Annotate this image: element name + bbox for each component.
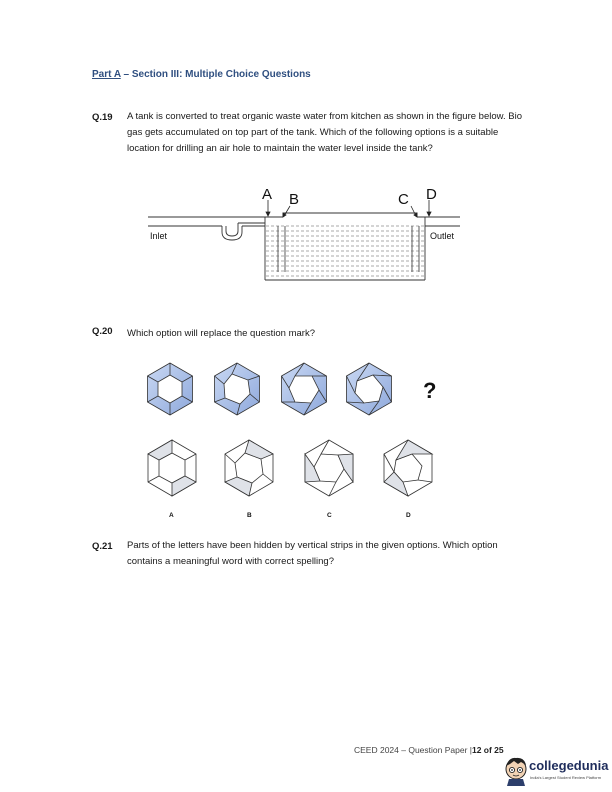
q20-number: Q.20 — [92, 326, 113, 337]
q19-tank-diagram — [140, 180, 470, 290]
q21-number: Q.21 — [92, 541, 113, 552]
option-a-figure[interactable] — [148, 440, 196, 496]
tank — [265, 213, 460, 280]
option-c-label: C — [327, 512, 332, 519]
logo-name: collegedunia — [529, 758, 609, 773]
q20-text: Which option will replace the question mark? — [127, 328, 315, 339]
q19-number: Q.19 — [92, 112, 113, 123]
q19-text: A tank is converted to treat organic waste water from kitchen as shown in the figure below. Bio gas gets accumulated on top part of the tank. Which of the following options is a suitable location for drilling an air hole to maintain the water level inside the tank? — [127, 111, 522, 154]
q20-options — [140, 438, 450, 520]
collegedunia-mascot-icon — [503, 756, 529, 786]
outlet-label: Outlet — [430, 231, 455, 241]
option-b-label: B — [247, 512, 252, 519]
inner-pipes — [278, 226, 419, 272]
option-a-label: A — [169, 512, 174, 519]
footer-page: 12 of 25 — [471, 745, 504, 755]
marker-a: A — [262, 186, 273, 203]
sequence-figure-3 — [282, 363, 327, 415]
option-b-figure[interactable] — [225, 440, 273, 496]
section-subtitle: – Section III: Multiple Choice Questions — [120, 69, 311, 80]
section-part: Part A — [92, 69, 121, 80]
sequence-figure-1 — [148, 363, 193, 415]
q21-text: Parts of the letters have been hidden by vertical strips in the given options. Which option contains a meaningful word with correct spelling? — [127, 540, 498, 567]
inlet-label: Inlet — [150, 231, 168, 241]
question-mark: ? — [423, 378, 437, 403]
q20-sequence — [140, 358, 450, 420]
option-d-label: D — [406, 512, 411, 519]
sequence-figure-4 — [347, 363, 392, 415]
logo-tagline: India's Largest Student Review Platform — [530, 775, 602, 780]
section-title — [92, 69, 311, 80]
marker-b: B — [289, 191, 300, 208]
marker-d: D — [426, 186, 437, 203]
marker-c: C — [398, 191, 409, 208]
sequence-figure-2 — [215, 363, 260, 415]
footer-prefix: CEED 2024 – Question Paper | — [354, 745, 472, 755]
page-footer — [354, 745, 504, 755]
water-level — [266, 226, 424, 276]
option-d-figure[interactable] — [384, 440, 432, 496]
option-c-figure[interactable] — [305, 440, 353, 496]
